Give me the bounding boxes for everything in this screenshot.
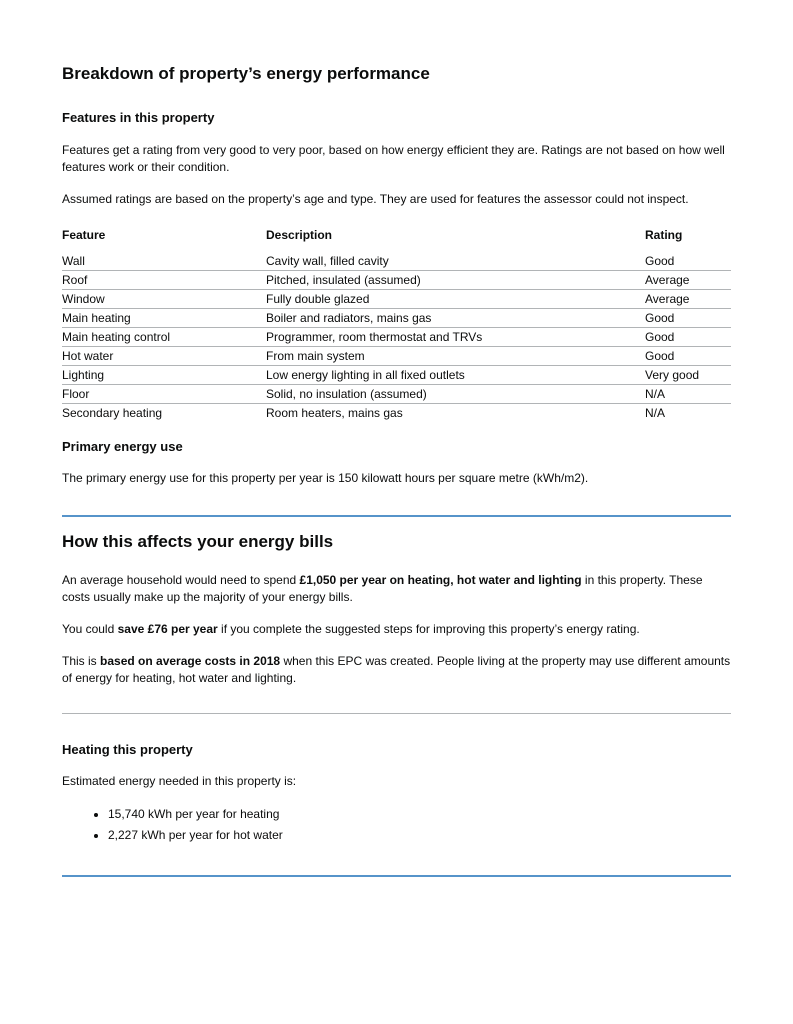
rating-cell: N/A <box>645 387 666 401</box>
text-run: if you complete the suggested steps for improving this property’s energy rating. <box>217 622 640 636</box>
rating-cell: N/A <box>645 406 666 420</box>
primary-energy-heading: Primary energy use <box>62 439 183 454</box>
bills-paragraph-3 <box>62 653 731 687</box>
feature-cell: Hot water <box>62 349 114 363</box>
description-cell: Low energy lighting in all fixed outlets <box>266 368 465 382</box>
heating-heading: Heating this property <box>62 742 193 757</box>
text-run: You could <box>62 622 118 636</box>
text-run-bold: £1,050 per year on heating, hot water and lighting <box>299 573 582 587</box>
table-row <box>62 252 731 271</box>
feature-cell: Main heating <box>62 311 131 325</box>
description-cell: Programmer, room thermostat and TRVs <box>266 330 483 344</box>
bills-section-title: How this affects your energy bills <box>62 532 334 551</box>
rating-cell: Average <box>645 273 690 287</box>
text-run-bold: save £76 per year <box>117 622 218 636</box>
table-row <box>62 271 731 290</box>
rating-cell: Good <box>645 311 675 325</box>
column-header-description: Description <box>266 228 333 242</box>
table-row <box>62 290 731 309</box>
rating-cell: Very good <box>645 368 700 382</box>
features-paragraph-1: Features get a rating from very good to very poor, based on how energy efficient they are. Ratings are not based on how well features work or their condition. <box>62 143 725 174</box>
feature-cell: Secondary heating <box>62 406 163 420</box>
text-run: in this property. These costs usually make up the majority of your energy bills. <box>62 573 703 604</box>
feature-cell: Wall <box>62 254 85 268</box>
rating-cell: Good <box>645 349 675 363</box>
description-cell: From main system <box>266 349 365 363</box>
feature-cell: Roof <box>62 273 88 287</box>
feature-cell: Floor <box>62 387 90 401</box>
energy-needs-list <box>62 806 731 844</box>
description-cell: Room heaters, mains gas <box>266 406 403 420</box>
table-header-row <box>62 228 731 252</box>
feature-cell: Window <box>62 292 105 306</box>
text-run-bold: based on average costs in 2018 <box>100 654 281 668</box>
list-item: • 15,740 kWh per year for heating <box>108 806 731 823</box>
text-run: This is <box>62 654 101 668</box>
table-row <box>62 309 731 328</box>
section-divider-grey <box>62 713 731 714</box>
section-divider-blue <box>62 515 731 517</box>
feature-cell: Main heating control <box>62 330 171 344</box>
features-table <box>62 228 731 422</box>
table-row <box>62 328 731 347</box>
table-row <box>62 347 731 366</box>
description-cell: Solid, no insulation (assumed) <box>266 387 427 401</box>
description-cell: Boiler and radiators, mains gas <box>266 311 432 325</box>
primary-energy-text: The primary energy use for this property per year is 150 kilowatt hours per square metre (kWh/m2). <box>62 471 589 485</box>
description-cell: Cavity wall, filled cavity <box>266 254 389 268</box>
list-item: • 2,227 kWh per year for hot water <box>108 827 731 844</box>
page-title: Breakdown of property’s energy performance <box>62 64 430 83</box>
column-header-rating: Rating <box>645 228 683 242</box>
table-row <box>62 385 731 404</box>
text-run: when this EPC was created. People living at the property may use different amounts of energy for heating, hot water and lighting. <box>62 654 731 685</box>
column-header-feature: Feature <box>62 228 106 242</box>
features-heading: Features in this property <box>62 110 215 125</box>
bills-paragraph-2 <box>62 621 731 638</box>
bills-paragraph-1 <box>62 572 731 606</box>
rating-cell: Average <box>645 292 690 306</box>
table-row <box>62 404 731 423</box>
rating-cell: Good <box>645 254 675 268</box>
description-cell: Fully double glazed <box>266 292 370 306</box>
text-run: An average household would need to spend <box>62 573 300 587</box>
features-paragraph-2: Assumed ratings are based on the property’s age and type. They are used for features the assessor could not inspect. <box>62 192 689 206</box>
table-row <box>62 366 731 385</box>
rating-cell: Good <box>645 330 675 344</box>
heating-intro-text: Estimated energy needed in this property is: <box>62 774 297 788</box>
section-divider-blue-bottom <box>62 875 731 877</box>
feature-cell: Lighting <box>62 368 105 382</box>
description-cell: Pitched, insulated (assumed) <box>266 273 421 287</box>
